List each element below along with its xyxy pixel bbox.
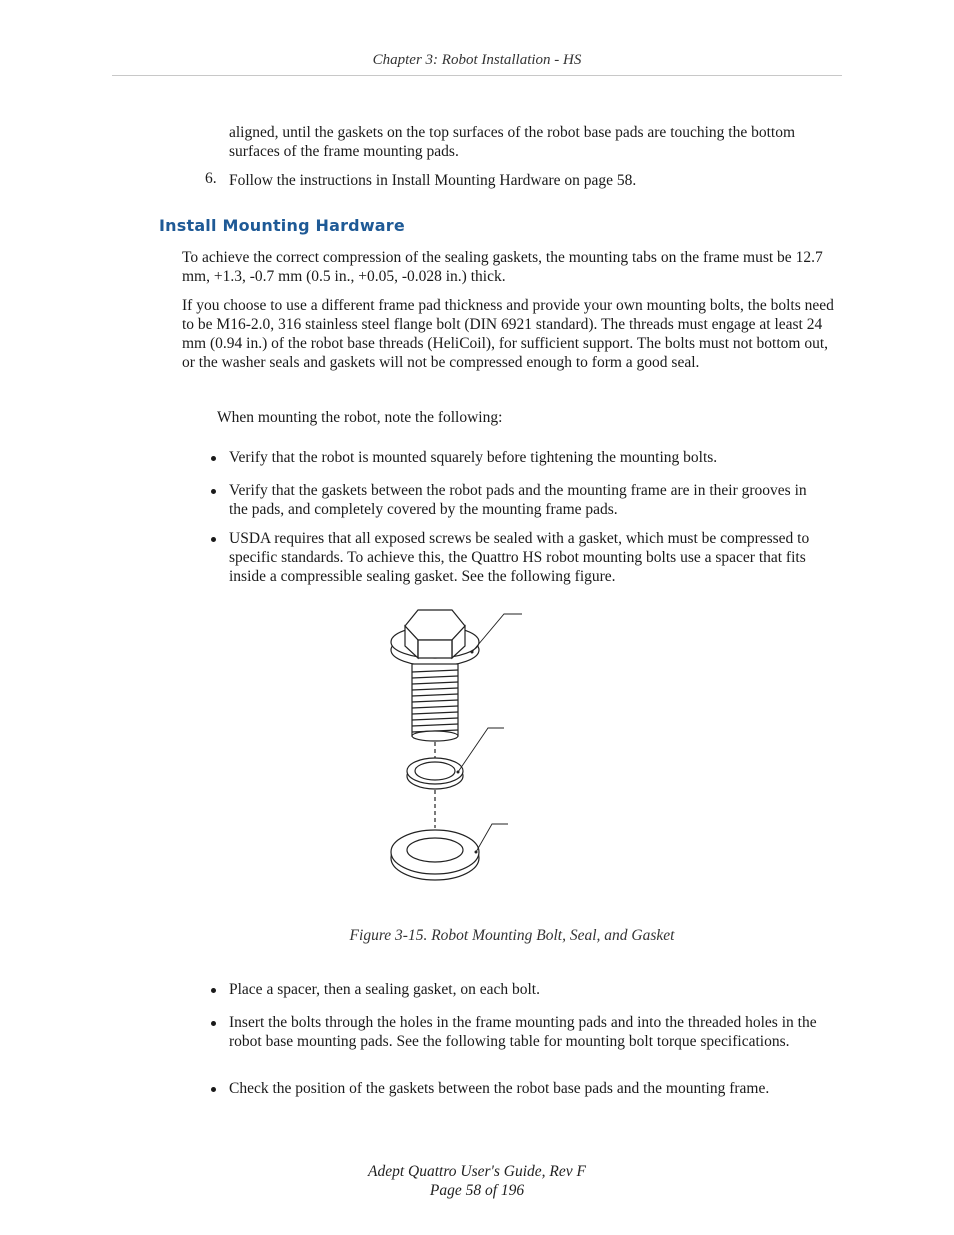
bolt-hex-head: [405, 610, 465, 658]
section-heading: Install Mounting Hardware: [159, 216, 405, 235]
figure-caption: Figure 3-15. Robot Mounting Bolt, Seal, and Gasket: [349, 927, 675, 944]
mounting-bolt-figure: [380, 600, 540, 890]
bullet-marker: [211, 537, 216, 542]
bullet-marker: [211, 456, 216, 461]
bullet-item: Insert the bolts through the holes in the frame mounting pads and into the threaded holes in the robot base mounting pads. See the following table for mounting bolt torque specifications.: [229, 1014, 817, 1050]
continuation-paragraph: aligned, until the gaskets on the top surfaces of the robot base pads are touching the bottom surfaces of the frame mounting pads.: [229, 124, 796, 160]
bolt-threads: [412, 664, 458, 741]
bullet-item: USDA requires that all exposed screws be sealed with a gasket, which must be compressed to specific standards. To achieve this, the Quattro HS robot mounting bolts use a spacer that fits inside a compressible sealing gasket. See the following figure.: [229, 530, 810, 585]
leader-line-spacer: [458, 728, 504, 772]
bullet-marker: [211, 489, 216, 494]
header-divider: [112, 75, 842, 76]
step-number: 6.: [205, 170, 217, 187]
bullet-marker: [211, 988, 216, 993]
step-text: Follow the instructions in Install Mounting Hardware on page 58.: [229, 172, 637, 189]
bullet-marker: [211, 1087, 216, 1092]
sealing-gasket: [391, 830, 479, 880]
running-header: Chapter 3: Robot Installation - HS: [372, 52, 582, 68]
mounting-intro: When mounting the robot, note the following:: [217, 409, 503, 426]
page-number: Page 58 of 196: [429, 1182, 525, 1199]
bullet-item: Check the position of the gaskets between the robot base pads and the mounting frame.: [229, 1080, 770, 1097]
spacer-ring: [407, 758, 463, 789]
bullet-item: Verify that the robot is mounted squarely before tightening the mounting bolts.: [229, 449, 718, 466]
guide-title: Adept Quattro User's Guide, Rev F: [368, 1163, 586, 1180]
leader-line-gasket: [476, 824, 508, 852]
leader-dot: [457, 771, 460, 774]
leader-dot: [471, 651, 474, 654]
leader-line-bolt: [472, 614, 522, 652]
bullet-item: Verify that the gaskets between the robot pads and the mounting frame are in their grooves in the pads, and completely covered by the mounting frame pads.: [229, 482, 807, 518]
bullet-marker: [211, 1021, 216, 1026]
bullet-item: Place a spacer, then a sealing gasket, on each bolt.: [229, 981, 540, 998]
bolt-spec-paragraph: If you choose to use a different frame pad thickness and provide your own mounting bolts, the bolts need to be M16-2.0, 316 stainless steel flange bolt (DIN 6921 standard). The threads must engage at least 24 mm (0.94 in.) of the robot base threads (HeliCoil), for sufficient support. The bolts must not bottom out, or the washer seals and gaskets will not be compressed enough to form a good seal.: [182, 297, 834, 371]
compression-paragraph: To achieve the correct compression of the sealing gaskets, the mounting tabs on the frame must be 12.7 mm, +1.3, -0.7 mm (0.5 in., +0.05, -0.028 in.) thick.: [182, 249, 823, 285]
leader-dot: [475, 851, 478, 854]
